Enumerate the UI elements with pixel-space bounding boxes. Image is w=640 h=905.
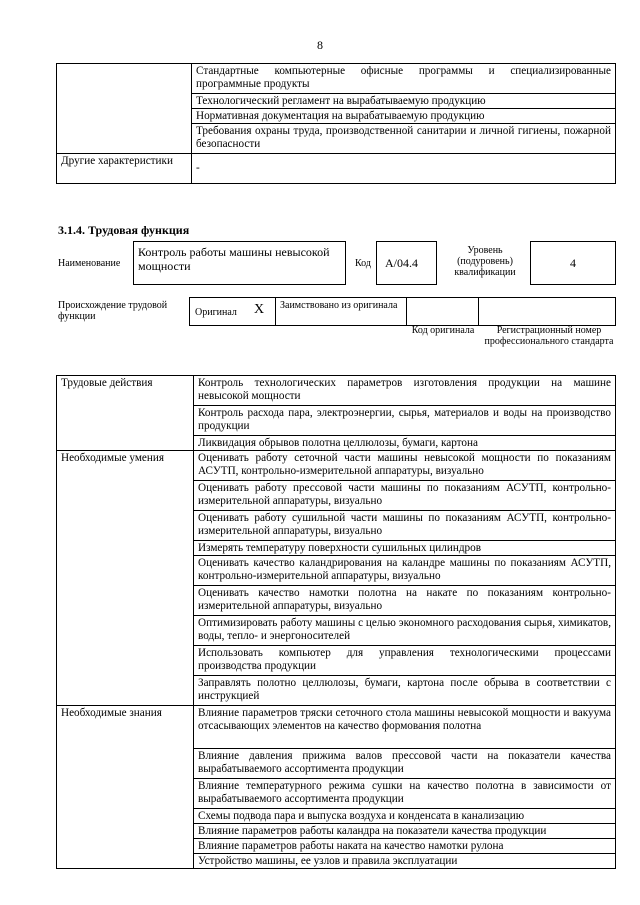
divider — [478, 297, 479, 325]
list-item: Влияние давления прижима валов прессовой части на показатели качества вырабатываемого ассортимента продукции — [194, 749, 616, 779]
list-item: Стандартные компьютерные офисные программы и специализированные программные продукты — [192, 64, 616, 94]
code-box — [376, 241, 437, 285]
list-item: Контроль технологических параметров изготовления продукции на машине невысокой мощности — [194, 376, 616, 406]
table-row — [57, 376, 616, 406]
main-table — [56, 375, 616, 869]
name-label: Наименование — [58, 258, 121, 269]
list-item: Оптимизировать работу машины с целью экономного расходования сырья, химикатов, воды, тепло- и энергоносителей — [194, 616, 616, 646]
list-item: Влияние параметров тряски сеточного стола машины невысокой мощности и вакуума отсасывающих элементов на качество формования полотна — [194, 706, 616, 749]
list-item: Оценивать работу сеточной части машины невысокой мощности по показаниям АСУТП, контрольно-измерительной аппаратуры, визуально — [194, 451, 616, 481]
name-value: Контроль работы машины невысокой мощности — [138, 245, 330, 273]
list-item: Влияние параметров работы каландра на показатели качества продукции — [194, 824, 616, 839]
section-label: Необходимые умения — [57, 451, 194, 706]
original-label: Оригинал — [195, 307, 237, 318]
code-label: Код — [355, 258, 371, 269]
original-mark: X — [254, 302, 265, 317]
section-label: Необходимые знания — [57, 706, 194, 869]
list-item: Оценивать работу сушильной части машины по показаниям АСУТП, контрольно-измерительной аппаратуры, визуально — [194, 511, 616, 541]
origin-label: Происхождение трудовой функции — [58, 300, 168, 322]
list-item: Оценивать работу прессовой части машины по показаниям АСУТП, контрольно-измерительной аппаратуры, визуально — [194, 481, 616, 511]
list-item: Заправлять полотно целлюлозы, бумаги, картона после обрыва в соответствии с инструкцией — [194, 676, 616, 706]
level-box — [530, 241, 616, 285]
list-item: Влияние параметров работы наката на качество намотки рулона — [194, 839, 616, 854]
list-item: Требования охраны труда, производственной санитарии и личной гигиены, пожарной безопасности — [192, 124, 616, 154]
list-item: Измерять температуру поверхности сушильных цилиндров — [194, 541, 616, 556]
borrowed-label: Заимствовано из оригинала — [280, 300, 398, 311]
list-item: Использовать компьютер для управления технологическими процессами производства продукции — [194, 646, 616, 676]
list-item: Схемы подвода пара и выпуска воздуха и конденсата в канализацию — [194, 809, 616, 824]
name-box — [133, 241, 346, 285]
section-label: Трудовые действия — [57, 376, 194, 451]
list-item: Влияние температурного режима сушки на качество полотна в зависимости от вырабатываемого ассортимента продукции — [194, 779, 616, 809]
list-item: Контроль расхода пара, электроэнергии, сырья, материалов и воды на производство продукции — [194, 406, 616, 436]
table-row — [57, 154, 616, 184]
code-value: A/04.4 — [385, 256, 418, 270]
list-item: Нормативная документация на вырабатываемую продукцию — [192, 109, 616, 124]
top-table — [56, 63, 616, 184]
divider — [275, 297, 276, 325]
row-label: Другие характеристики — [57, 154, 192, 184]
list-item: Технологический регламент на вырабатываемую продукцию — [192, 94, 616, 109]
table-row — [57, 451, 616, 481]
level-value: 4 — [570, 256, 576, 270]
reg-caption: Регистрационный номер профессионального стандарта — [484, 325, 614, 347]
list-item: - — [192, 154, 616, 184]
list-item: Оценивать качество намотки полотна на накате по показаниям контрольно-измерительной аппаратуры, визуально — [194, 586, 616, 616]
level-label: Уровень (подуровень) квалификации — [454, 245, 516, 278]
section-heading: 3.1.4. Трудовая функция — [58, 223, 190, 237]
page-number: 8 — [317, 38, 323, 52]
code-caption: Код оригинала — [411, 325, 475, 336]
table-row — [57, 64, 616, 94]
list-item: Устройство машины, ее узлов и правила эксплуатации — [194, 854, 616, 869]
divider — [406, 297, 407, 325]
table-row — [57, 706, 616, 749]
row-label — [57, 64, 192, 154]
list-item: Оценивать качество каландрирования на каландре машины по показаниям АСУТП, контрольно-измерительной аппаратуры, визуально — [194, 556, 616, 586]
list-item: Ликвидация обрывов полотна целлюлозы, бумаги, картона — [194, 436, 616, 451]
